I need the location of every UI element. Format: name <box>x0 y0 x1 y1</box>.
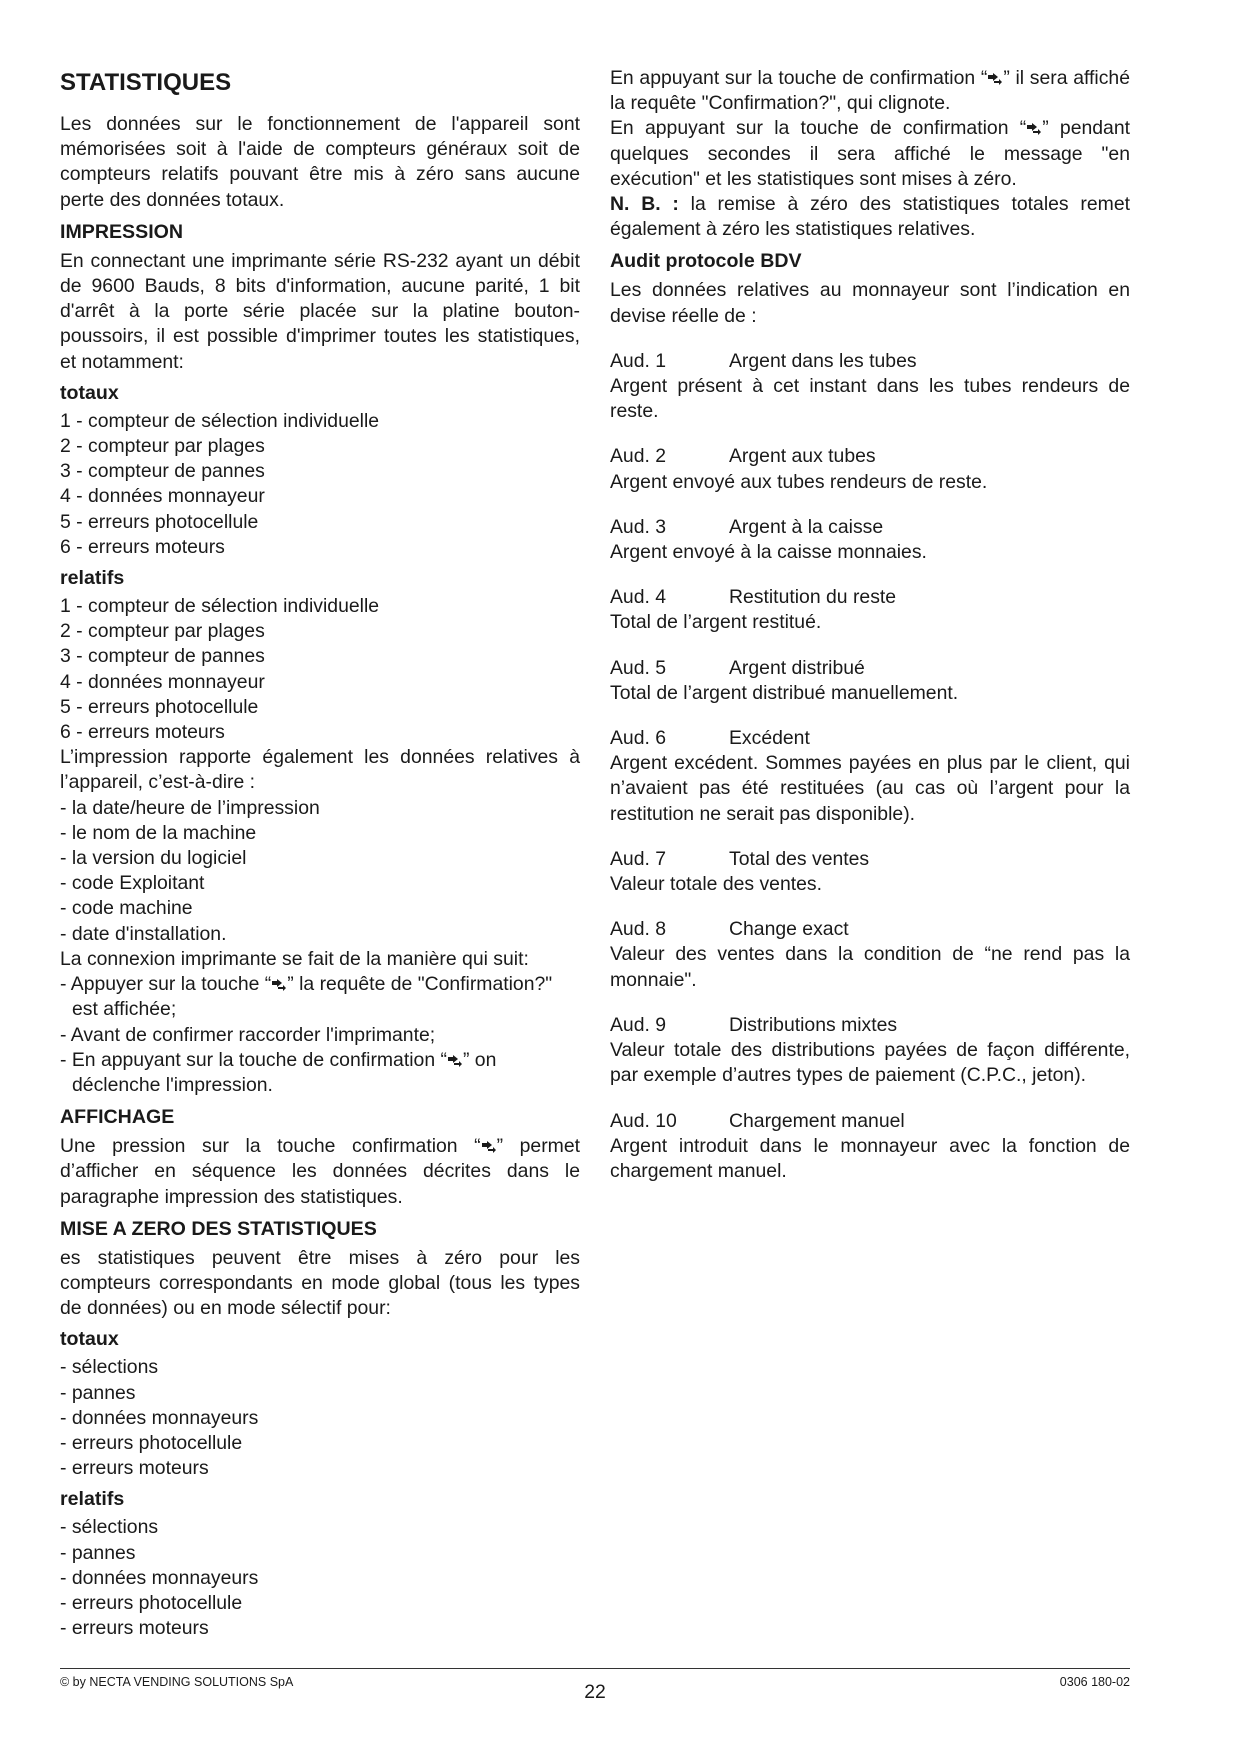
reset-totaux-heading: totaux <box>60 1328 119 1351</box>
audit-code: Aud. 5 <box>610 656 667 679</box>
reset-relatifs-list <box>60 1515 580 1641</box>
list-item: 2 - compteur par plages <box>60 435 265 458</box>
list-item: - données monnayeurs <box>60 1406 259 1429</box>
list-item: 4 - données monnayeur <box>60 670 265 693</box>
connection-step-3 <box>60 1048 580 1098</box>
confirm-text: En appuyant sur la touche de confirmation “ <box>610 117 1027 140</box>
confirm-paragraph-2 <box>610 116 1130 192</box>
audit-item <box>610 917 1130 993</box>
audit-item <box>610 444 1130 494</box>
audit-description: Total de l’argent restitué. <box>610 611 822 634</box>
audit-description: Valeur totale des ventes. <box>610 873 822 896</box>
also-list <box>60 796 580 947</box>
audit-code: Aud. 7 <box>610 847 667 870</box>
audit-description: Valeur totale des distributions payées de façon différente, par exemple d’autres types de paiement (C.P.C., jeton). <box>610 1039 1130 1087</box>
list-item: 6 - erreurs moteurs <box>60 721 225 744</box>
audit-list <box>610 349 1130 1184</box>
list-item: 5 - erreurs photocellule <box>60 695 259 718</box>
list-item: 3 - compteur de pannes <box>60 460 265 483</box>
list-item: 3 - compteur de pannes <box>60 645 265 668</box>
audit-item <box>610 726 1130 827</box>
right-column <box>610 66 1130 1184</box>
step-text: ” la requête de "Confirmation?" est affichée; <box>72 973 553 1021</box>
list-item: - la version du logiciel <box>60 847 247 870</box>
audit-description: Total de l’argent distribué manuellement. <box>610 681 959 704</box>
audit-code: Aud. 4 <box>610 586 667 609</box>
list-item: - la date/heure de l’impression <box>60 796 320 819</box>
page-number: 22 <box>584 1681 606 1703</box>
affichage-heading: AFFICHAGE <box>60 1106 175 1129</box>
audit-title: Argent aux tubes <box>729 445 876 468</box>
impression-heading: IMPRESSION <box>60 220 184 243</box>
list-item: - données monnayeurs <box>60 1566 259 1589</box>
confirm-key-icon <box>1026 122 1042 135</box>
list-item: - le nom de la machine <box>60 821 257 844</box>
audit-title: Restitution du reste <box>729 586 897 609</box>
nb-label: N. B. : <box>610 193 679 216</box>
intro-paragraph: Les données sur le fonctionnement de l'appareil sont mémorisées soit à l'aide de compteurs généraux soit de compteurs relatifs pouvant être mis à zéro sans aucune perte des données totaux. <box>60 113 580 211</box>
confirm-text: En appuyant sur la touche de confirmation “ <box>610 67 988 89</box>
confirm-key-icon <box>481 1140 497 1153</box>
list-item: 1 - compteur de sélection individuelle <box>60 595 380 618</box>
audit-title: Argent distribué <box>729 656 865 679</box>
page-title: STATISTIQUES <box>60 69 232 96</box>
confirm-paragraph-1 <box>610 66 1130 116</box>
list-item: - code machine <box>60 897 193 920</box>
step-text: - En appuyant sur la touche de confirmation “ <box>60 1048 447 1071</box>
reset-paragraph: es statistiques peuvent être mises à zéro pour les compteurs correspondants en mode global (tous les types de données) ou en mode sélectif pour: <box>60 1246 580 1320</box>
list-item: - sélections <box>60 1516 159 1539</box>
reset-relatifs-heading: relatifs <box>60 1488 125 1511</box>
connection-step-2: - Avant de confirmer raccorder l'imprimante; <box>60 1023 436 1046</box>
list-item: - pannes <box>60 1541 136 1564</box>
page-footer <box>60 1668 1130 1703</box>
audit-description: Argent envoyé à la caisse monnaies. <box>610 541 927 564</box>
list-item: - erreurs moteurs <box>60 1457 209 1480</box>
nb-paragraph <box>610 192 1130 242</box>
also-paragraph: L’impression rapporte également les données relatives à l’appareil, c’est-à-dire : <box>60 746 580 794</box>
step-text: ” on déclenche l'impression. <box>72 1048 497 1096</box>
audit-description: Argent présent à cet instant dans les tubes rendeurs de reste. <box>610 375 1130 423</box>
audit-description: Argent excédent. Sommes payées en plus par le client, qui n’avaient pas été restituées (au cas où l’argent pour la restitution ne serait pas disponible). <box>610 752 1130 825</box>
audit-intro: Les données relatives au monnayeur sont l’indication en devise réelle de : <box>610 279 1130 327</box>
confirm-key-icon <box>271 978 287 991</box>
left-column <box>60 66 580 1641</box>
audit-code: Aud. 1 <box>610 349 667 372</box>
audit-description: Argent envoyé aux tubes rendeurs de reste. <box>610 470 988 493</box>
audit-item <box>610 847 1130 897</box>
impression-relatifs-heading: relatifs <box>60 567 125 590</box>
confirm-text: ” pendant quelques secondes il sera affiché le message "en exécution" et les statistiques sont mises à zéro. <box>610 117 1131 190</box>
copyright: © by NECTA VENDING SOLUTIONS SpA <box>60 1675 294 1689</box>
audit-code: Aud. 3 <box>610 515 667 538</box>
confirm-key-icon <box>447 1054 463 1067</box>
impression-relatifs-list <box>60 594 580 745</box>
impression-paragraph: En connectant une imprimante série RS-232 ayant un débit de 9600 Bauds, 8 bits d'information, aucune parité, 1 bit d'arrêt à la porte série placée sur la platine bouton-poussoirs, il est possible d'imprimer toutes les statistiques, et notamment: <box>60 249 580 373</box>
audit-heading: Audit protocole BDV <box>610 250 802 273</box>
audit-item <box>610 1109 1130 1185</box>
list-item: - date d'installation. <box>60 922 227 945</box>
list-item: 5 - erreurs photocellule <box>60 510 259 533</box>
audit-item <box>610 1013 1130 1089</box>
list-item: - erreurs photocellule <box>60 1431 243 1454</box>
audit-description: Valeur des ventes dans la condition de “ne rend pas la monnaie". <box>610 943 1130 991</box>
step-text: - Appuyer sur la touche “ <box>60 973 272 996</box>
audit-title: Change exact <box>729 918 849 941</box>
list-item: - erreurs moteurs <box>60 1617 209 1640</box>
audit-title: Argent dans les tubes <box>729 349 917 372</box>
list-item: - code Exploitant <box>60 872 205 895</box>
list-item: 4 - données monnayeur <box>60 485 265 508</box>
audit-code: Aud. 10 <box>610 1109 677 1132</box>
list-item: - erreurs photocellule <box>60 1591 243 1614</box>
list-item: 2 - compteur par plages <box>60 620 265 643</box>
audit-code: Aud. 6 <box>610 727 667 750</box>
audit-code: Aud. 9 <box>610 1013 667 1036</box>
list-item: - pannes <box>60 1381 136 1404</box>
audit-title: Distributions mixtes <box>729 1013 898 1036</box>
audit-item <box>610 515 1130 565</box>
audit-title: Chargement manuel <box>729 1109 905 1132</box>
list-item: - sélections <box>60 1356 159 1379</box>
connection-step-1 <box>60 972 580 1022</box>
affichage-text: ” permet d’afficher en séquence les données décrites dans le paragraphe impression des statistiques. <box>60 1135 580 1208</box>
audit-code: Aud. 8 <box>610 918 667 941</box>
reset-totaux-list <box>60 1355 580 1481</box>
audit-code: Aud. 2 <box>610 445 667 468</box>
audit-item <box>610 656 1130 706</box>
audit-title: Argent à la caisse <box>729 515 884 538</box>
audit-title: Excédent <box>729 727 810 750</box>
confirm-key-icon <box>987 72 1003 85</box>
affichage-paragraph <box>60 1134 580 1210</box>
impression-totaux-list <box>60 409 580 560</box>
connection-paragraph: La connexion imprimante se fait de la manière qui suit: <box>60 947 529 970</box>
audit-item <box>610 585 1130 635</box>
affichage-text: Une pression sur la touche confirmation “ <box>60 1135 481 1158</box>
impression-totaux-heading: totaux <box>60 381 119 404</box>
document-code: 0306 180-02 <box>1059 1675 1130 1689</box>
audit-item <box>610 349 1130 425</box>
audit-description: Argent introduit dans le monnayeur avec la fonction de chargement manuel. <box>610 1134 1130 1182</box>
list-item: 1 - compteur de sélection individuelle <box>60 409 380 432</box>
reset-heading: MISE A ZERO DES STATISTIQUES <box>60 1217 377 1240</box>
confirm-text: ” il sera affiché la requête "Confirmation?", qui clignote. <box>610 67 1130 115</box>
audit-title: Total des ventes <box>729 847 870 870</box>
list-item: 6 - erreurs moteurs <box>60 535 225 558</box>
nb-text: la remise à zéro des statistiques totales remet également à zéro les statistiques relatives. <box>610 193 1130 241</box>
